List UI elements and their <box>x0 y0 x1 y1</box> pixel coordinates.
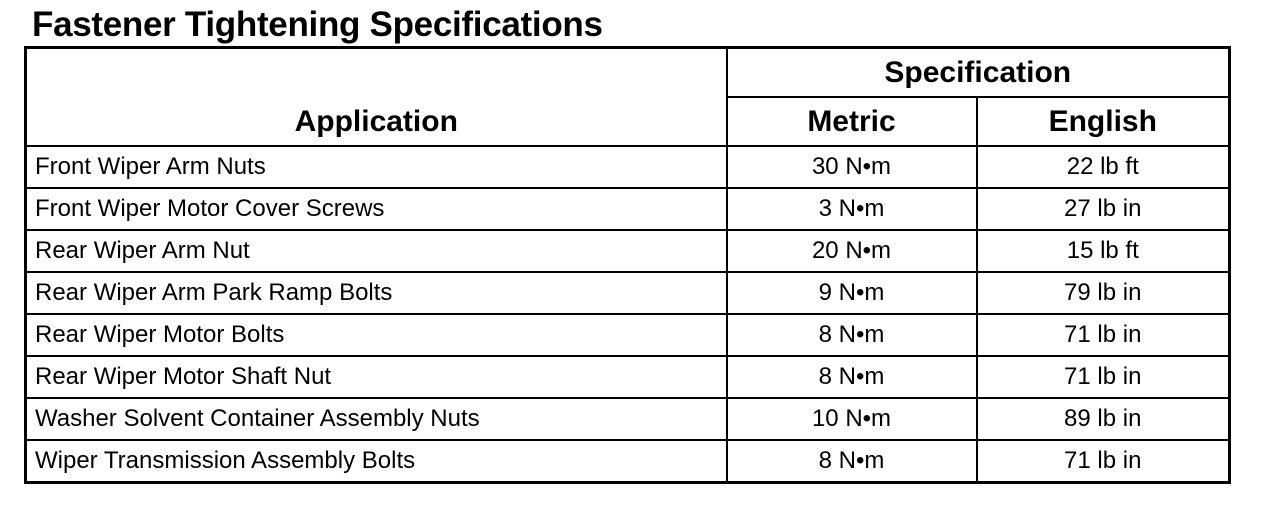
header-english: English <box>977 97 1230 146</box>
cell-metric: 30 N•m <box>727 146 977 188</box>
cell-metric: 9 N•m <box>727 272 977 314</box>
header-metric: Metric <box>727 97 977 146</box>
table-row <box>26 398 1230 440</box>
cell-application: Front Wiper Motor Cover Screws <box>26 188 727 230</box>
cell-application: Front Wiper Arm Nuts <box>26 146 727 188</box>
cell-english: 79 lb in <box>977 272 1230 314</box>
cell-english: 71 lb in <box>977 356 1230 398</box>
cell-english: 71 lb in <box>977 314 1230 356</box>
cell-english: 71 lb in <box>977 440 1230 483</box>
cell-application: Rear Wiper Motor Bolts <box>26 314 727 356</box>
cell-english: 89 lb in <box>977 398 1230 440</box>
table-row <box>26 188 1230 230</box>
cell-metric: 10 N•m <box>727 398 977 440</box>
table-row <box>26 356 1230 398</box>
table-row <box>26 272 1230 314</box>
header-application: Application <box>26 48 727 147</box>
cell-metric: 20 N•m <box>727 230 977 272</box>
fastener-spec-table <box>24 46 1231 484</box>
table-row <box>26 440 1230 483</box>
cell-metric: 3 N•m <box>727 188 977 230</box>
cell-english: 27 lb in <box>977 188 1230 230</box>
page-title: Fastener Tightening Specifications <box>32 5 603 44</box>
cell-application: Wiper Transmission Assembly Bolts <box>26 440 727 483</box>
table-row <box>26 146 1230 188</box>
cell-english: 15 lb ft <box>977 230 1230 272</box>
cell-metric: 8 N•m <box>727 440 977 483</box>
cell-metric: 8 N•m <box>727 356 977 398</box>
cell-application: Rear Wiper Arm Nut <box>26 230 727 272</box>
cell-english: 22 lb ft <box>977 146 1230 188</box>
table-row <box>26 314 1230 356</box>
table-row <box>26 230 1230 272</box>
cell-application: Rear Wiper Motor Shaft Nut <box>26 356 727 398</box>
cell-application: Washer Solvent Container Assembly Nuts <box>26 398 727 440</box>
header-specification: Specification <box>727 48 1230 98</box>
cell-application: Rear Wiper Arm Park Ramp Bolts <box>26 272 727 314</box>
cell-metric: 8 N•m <box>727 314 977 356</box>
